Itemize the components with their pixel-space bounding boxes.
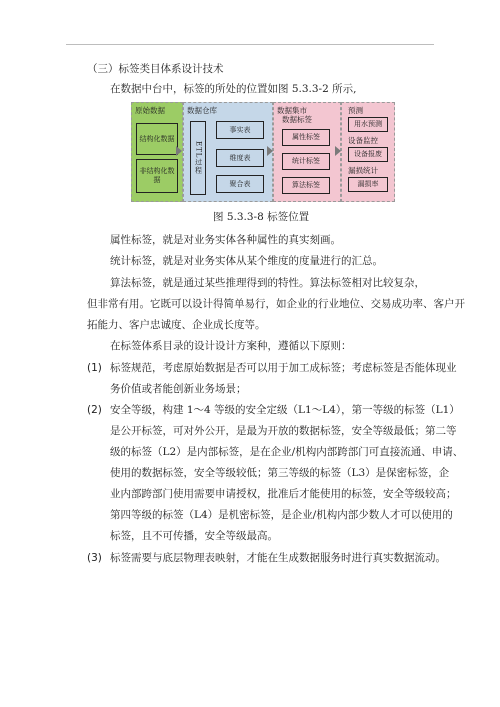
header-rule	[66, 44, 434, 45]
fact-table-box: 事实表	[216, 121, 264, 139]
algorithm-tag-paragraph-line-2: 但非常有用。它既可以设计得简单易行，如企业的行业地位、交易成功率、客户开	[87, 298, 465, 310]
attribute-tag-paragraph: 属性标签，就是对业务实体各种属性的真实刻画。	[110, 234, 341, 246]
leak-statistics-group-title: 漏损统计	[348, 166, 378, 175]
statistic-tag-box: 统计标签	[282, 153, 330, 170]
data-mart-panel	[273, 102, 341, 202]
intro-paragraph: 在数据中台中，标签的所处的位置如图 5.3.3-2 所示,	[110, 83, 357, 95]
data-mart-title: 数据集市	[277, 106, 307, 115]
unstructured-data-box: 非结构化数据	[136, 159, 178, 193]
figure-caption: 图 5.3.3-8 标签位置	[213, 211, 310, 223]
data-warehouse-title: 数据仓库	[187, 106, 217, 115]
water-forecast-box: 用水预测	[348, 117, 388, 132]
leak-rate-box: 漏损率	[348, 177, 388, 192]
tag-position-diagram	[131, 102, 393, 202]
attribute-tag-box: 属性标签	[282, 129, 330, 146]
etl-process-box: ETL过程	[190, 121, 206, 195]
principle-paragraph: 在标签体系目录的设计设计方案种，遵循以下原则：	[110, 340, 352, 352]
list-item-line: 第四等级的标签（L4）是机密标签，是企业/机构内部少数人才可以使用的	[110, 509, 453, 521]
list-item-number: (2)	[87, 404, 102, 416]
list-item-line: 标签规范，考虑原始数据是否可以用于加工成标签；考虑标签是否能体现业	[110, 362, 457, 374]
list-item-line: 级的标签（L2）是内部标签，是在企业/机构内部跨部门可直接流通、申请、	[110, 446, 464, 458]
data-warehouse-panel	[183, 102, 273, 202]
list-item-line: 使用的数据标签，安全等级较低；第三等级的标签（L3）是保密标签，企	[110, 467, 450, 479]
list-item-number: (3)	[87, 552, 102, 564]
list-item-line: 业内部跨部门使用需要申请授权，批准后才能使用的标签，安全等级较高；	[110, 488, 457, 500]
list-item-line: 标签，且不可传播，安全等级最高。	[110, 530, 278, 542]
algorithm-tag-box: 算法标签	[282, 177, 330, 194]
list-item-line: 安全等级，构建 1～4 等级的安全定级（L1～L4），第一等级的标签（L1）	[110, 404, 460, 416]
algorithm-tag-paragraph-line-1: 算法标签，就是通过某些推理得到的特性。算法标签相对比较复杂，	[110, 277, 425, 289]
dimension-table-box: 维度表	[216, 149, 264, 167]
data-tags-subtitle: 数据标签	[282, 115, 312, 124]
aggregate-table-box: 聚合表	[216, 175, 264, 193]
list-item-line: 标签需要与底层物理表映射，才能在生成数据服务时进行真实数据流动。	[110, 552, 446, 564]
statistic-tag-paragraph: 统计标签，就是对业务实体从某个维度的度量进行的汇总。	[110, 255, 383, 267]
list-item-number: (1)	[87, 362, 102, 374]
raw-data-title: 原始数据	[135, 106, 165, 115]
algorithm-tag-paragraph-line-3: 拓能力、客户忠诚度、企业成长度等。	[87, 319, 266, 331]
structured-data-box: 结构化数据	[136, 123, 178, 155]
list-item-line: 务价值或者能创新业务场景；	[110, 383, 247, 395]
application-panel	[341, 102, 395, 202]
forecast-group-title: 预测	[348, 106, 363, 115]
list-item-line: 是公开标签，可对外公开，是最为开放的数据标签，安全等级最低；第二等	[110, 425, 457, 437]
device-scrap-box: 设备报废	[348, 147, 388, 162]
device-monitor-group-title: 设备监控	[348, 136, 378, 145]
section-heading: （三）标签类目体系设计技术	[87, 63, 224, 75]
arrow-icon	[176, 146, 182, 156]
